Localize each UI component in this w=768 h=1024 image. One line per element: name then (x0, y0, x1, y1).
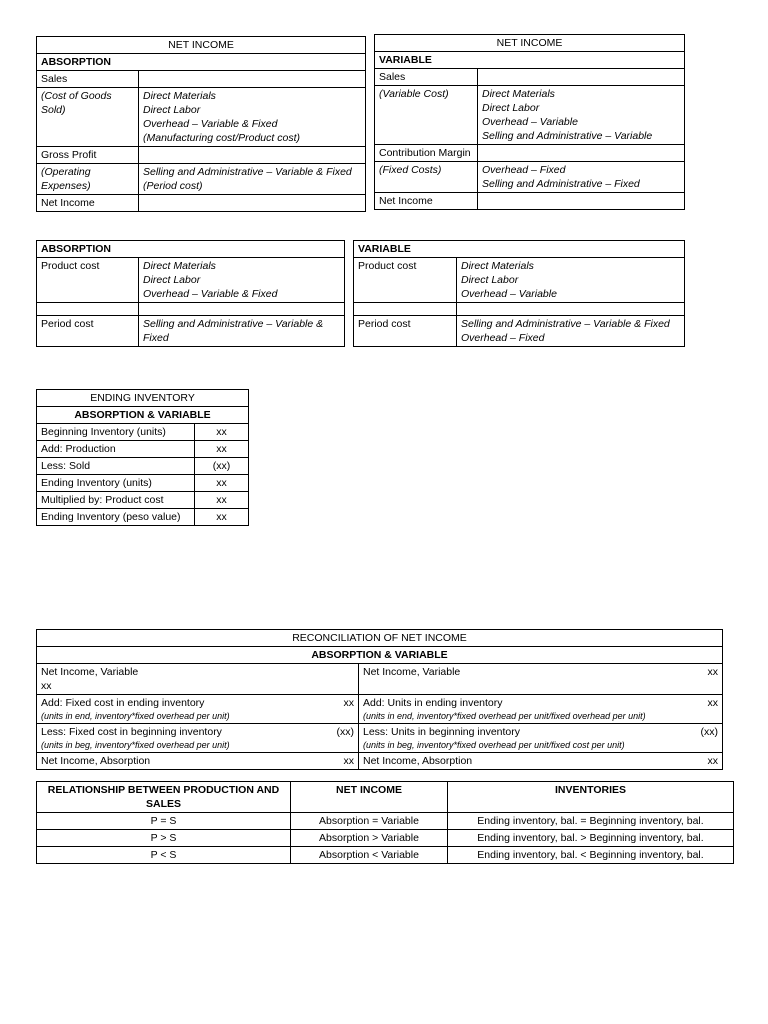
table-row (37, 724, 723, 753)
row-label: Product cost (354, 258, 457, 303)
row-label: (Operating Expenses) (37, 164, 139, 195)
row-detail (478, 162, 685, 193)
detail-line: Direct Labor (482, 102, 540, 114)
row-detail (478, 193, 685, 210)
table-cell: P = S (37, 813, 291, 830)
detail-line: Selling and Administrative – Variable (482, 130, 653, 142)
recon-right-cell (359, 695, 723, 724)
row-value: xx (195, 492, 249, 509)
table-cell: Absorption > Variable (291, 830, 448, 847)
recon-value: xx (343, 755, 354, 767)
table-row (37, 813, 734, 830)
recon-note: (units in end, inventory*fixed overhead per unit/fixed overhead per unit) (363, 711, 646, 721)
recon-value: xx (707, 666, 718, 678)
table-row (354, 303, 685, 316)
row-detail (478, 86, 685, 145)
net-income-absorption-table (36, 36, 366, 212)
detail-line: Direct Labor (461, 274, 519, 286)
table-row (375, 145, 685, 162)
row-detail (139, 316, 345, 347)
recon-right-cell (359, 664, 723, 695)
table-header: ABSORPTION & VARIABLE (37, 407, 249, 424)
row-label: Contribution Margin (375, 145, 478, 162)
table-row (37, 475, 249, 492)
row-value: xx (195, 424, 249, 441)
row-label: Sales (37, 71, 139, 88)
recon-label: Add: Fixed cost in ending inventory (41, 697, 205, 709)
row-label: Ending Inventory (units) (37, 475, 195, 492)
recon-note: (units in beg, inventory*fixed overhead per unit) (41, 740, 230, 750)
table-row (37, 303, 345, 316)
table-row (37, 195, 366, 212)
table-row (37, 441, 249, 458)
table-header: VARIABLE (375, 52, 685, 69)
row-value: xx (195, 441, 249, 458)
detail-line: (Manufacturing cost/Product cost) (143, 132, 300, 144)
row-detail (457, 316, 685, 347)
recon-note: (units in beg, inventory*fixed overhead per unit/fixed cost per unit) (363, 740, 625, 750)
table-cell: Absorption = Variable (291, 813, 448, 830)
recon-note: (units in end, inventory*fixed overhead per unit) (41, 711, 230, 721)
spacer-cell (354, 303, 457, 316)
recon-label: Net Income, Absorption (41, 755, 151, 767)
recon-value: xx (343, 697, 354, 709)
table-title: NET INCOME (37, 37, 366, 54)
ending-inventory-table (36, 389, 249, 526)
table-cell: P < S (37, 847, 291, 864)
recon-label: Less: Units in beginning inventory (363, 726, 521, 738)
table-row (375, 69, 685, 86)
table-row (37, 71, 366, 88)
table-title: ENDING INVENTORY (37, 390, 249, 407)
recon-right-cell (359, 724, 723, 753)
row-label: (Cost of Goods Sold) (37, 88, 139, 147)
table-row (375, 162, 685, 193)
table-row (37, 424, 249, 441)
table-row (37, 458, 249, 475)
table-title: NET INCOME (375, 35, 685, 52)
detail-line: Overhead – Fixed (461, 332, 545, 344)
table-title: RECONCILIATION OF NET INCOME (37, 630, 723, 647)
detail-line: Direct Materials (482, 88, 555, 100)
table-row (37, 258, 345, 303)
table-cell: Ending inventory, bal. = Beginning inventory, bal. (448, 813, 734, 830)
table-row (375, 86, 685, 145)
table-row (37, 753, 723, 770)
detail-line: Overhead – Variable & Fixed (143, 288, 278, 300)
row-label: Net Income (375, 193, 478, 210)
table-row (37, 509, 249, 526)
relationship-table (36, 781, 734, 864)
cost-variable-table (353, 240, 685, 347)
recon-label: Net Income, Variable (363, 666, 461, 678)
row-label: Ending Inventory (peso value) (37, 509, 195, 526)
table-row (37, 695, 723, 724)
table-cell: Absorption < Variable (291, 847, 448, 864)
row-label: Beginning Inventory (units) (37, 424, 195, 441)
table-row (37, 147, 366, 164)
row-label: Less: Sold (37, 458, 195, 475)
table-cell: Ending inventory, bal. > Beginning inventory, bal. (448, 830, 734, 847)
detail-line: Overhead – Variable (461, 288, 557, 300)
row-label: Net Income (37, 195, 139, 212)
row-detail (457, 258, 685, 303)
detail-line: Selling and Administrative – Variable & Fixed (143, 166, 352, 178)
table-row (37, 88, 366, 147)
recon-label: Net Income, Absorption (363, 755, 473, 767)
table-header-row (37, 782, 734, 813)
detail-line: Direct Materials (143, 260, 216, 272)
detail-line: Overhead – Variable (482, 116, 578, 128)
row-detail (478, 69, 685, 86)
row-label: Product cost (37, 258, 139, 303)
column-header: RELATIONSHIP BETWEEN PRODUCTION AND SALES (37, 782, 291, 813)
spacer-cell (139, 303, 345, 316)
table-header: ABSORPTION (37, 54, 366, 71)
row-detail (139, 147, 366, 164)
spacer-cell (457, 303, 685, 316)
recon-value: (xx) (336, 726, 354, 738)
column-header: NET INCOME (291, 782, 448, 813)
net-income-variable-table (374, 34, 685, 210)
recon-right-cell (359, 753, 723, 770)
table-header: ABSORPTION (37, 241, 345, 258)
row-detail (139, 258, 345, 303)
table-row (37, 664, 723, 695)
reconciliation-table (36, 629, 723, 770)
row-label: (Variable Cost) (375, 86, 478, 145)
detail-line: Direct Materials (461, 260, 534, 272)
recon-value: xx (707, 755, 718, 767)
row-label: Period cost (354, 316, 457, 347)
table-row (37, 830, 734, 847)
detail-line: Selling and Administrative – Variable & Fixed (461, 318, 670, 330)
detail-line: Selling and Administrative – Fixed (482, 178, 640, 190)
recon-value: (xx) (700, 726, 718, 738)
table-row (37, 847, 734, 864)
row-value: xx (195, 509, 249, 526)
recon-left-cell (37, 724, 359, 753)
recon-left-cell (37, 753, 359, 770)
row-label: Multiplied by: Product cost (37, 492, 195, 509)
table-cell: Ending inventory, bal. < Beginning inventory, bal. (448, 847, 734, 864)
table-row (354, 316, 685, 347)
row-label: Gross Profit (37, 147, 139, 164)
detail-line: Overhead – Variable & Fixed (143, 118, 278, 130)
detail-line: Selling and Administrative – Variable & Fixed (143, 318, 324, 344)
row-detail (139, 195, 366, 212)
table-cell: P > S (37, 830, 291, 847)
table-row (37, 164, 366, 195)
spacer-cell (37, 303, 139, 316)
recon-label: Less: Fixed cost in beginning inventory (41, 726, 222, 738)
table-row (37, 492, 249, 509)
row-value: (xx) (195, 458, 249, 475)
row-label: Add: Production (37, 441, 195, 458)
row-detail (478, 145, 685, 162)
detail-line: Direct Labor (143, 274, 201, 286)
recon-label: Add: Units in ending inventory (363, 697, 503, 709)
table-row (354, 258, 685, 303)
table-header: ABSORPTION & VARIABLE (37, 647, 723, 664)
row-label: Period cost (37, 316, 139, 347)
cost-absorption-table (36, 240, 345, 347)
column-header: INVENTORIES (448, 782, 734, 813)
row-detail (139, 88, 366, 147)
recon-value: xx (707, 697, 718, 709)
table-header: VARIABLE (354, 241, 685, 258)
detail-line: Direct Materials (143, 90, 216, 102)
row-detail (139, 164, 366, 195)
row-label: (Fixed Costs) (375, 162, 478, 193)
recon-value: xx (41, 680, 52, 692)
detail-line: Overhead – Fixed (482, 164, 566, 176)
recon-left-cell (37, 695, 359, 724)
detail-line: Direct Labor (143, 104, 201, 116)
table-row (37, 316, 345, 347)
table-row (375, 193, 685, 210)
row-value: xx (195, 475, 249, 492)
row-detail (139, 71, 366, 88)
recon-left-cell (37, 664, 359, 695)
detail-line: (Period cost) (143, 180, 203, 192)
row-label: Sales (375, 69, 478, 86)
recon-label: Net Income, Variable (41, 666, 139, 678)
